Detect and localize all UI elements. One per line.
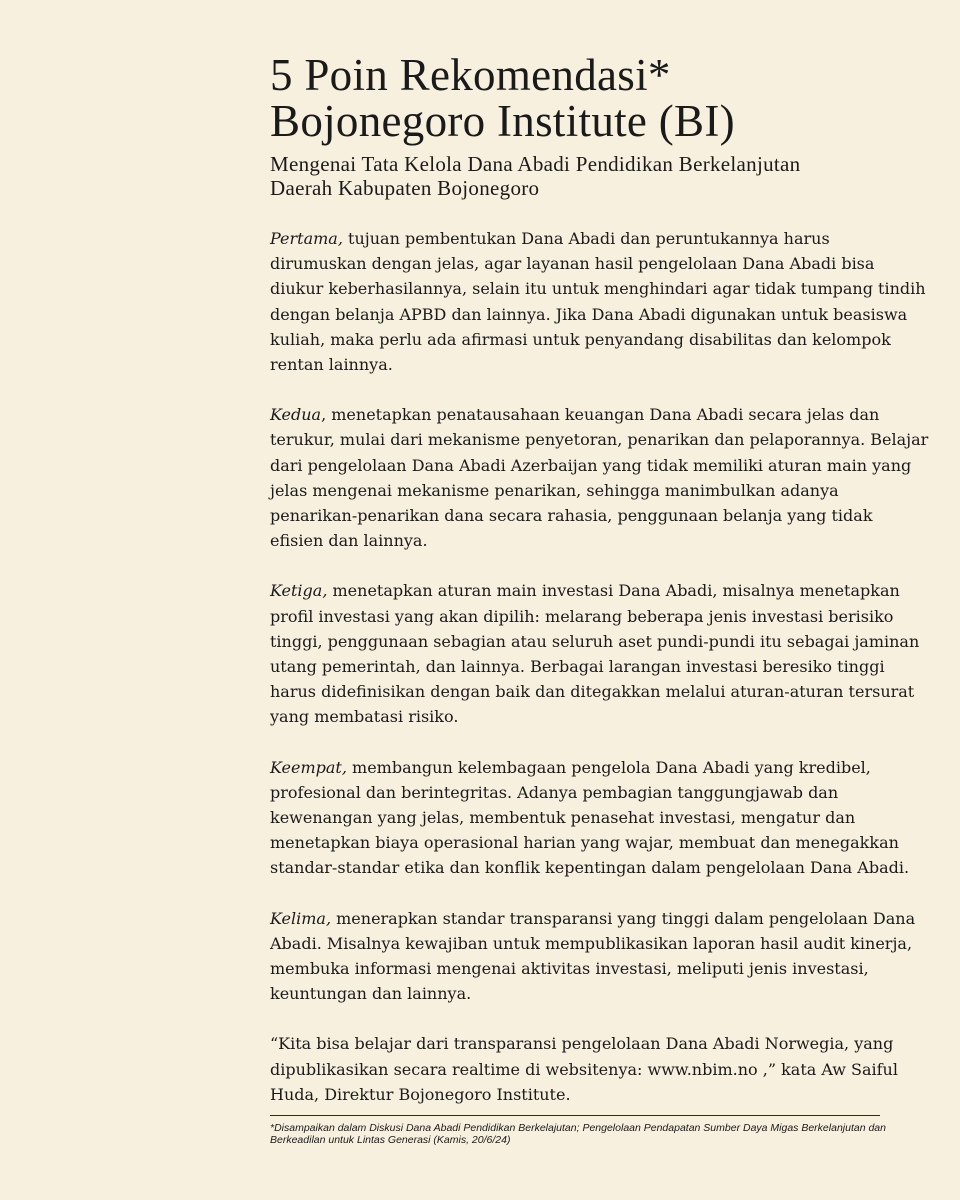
point-4-paragraph — [270, 755, 930, 881]
point-3-text: menetapkan aturan main investasi Dana Abadi, misalnya menetapkan profil investasi yang akan dipilih: melarang beberapa jenis investasi berisiko tinggi, penggunaan sebagian atau seluruh aset pundi-pundi itu sebagai jaminan utang pemerintah, dan lainnya. Berbagai larangan investasi beresiko tinggi harus didefinisikan dengan baik dan ditegakkan melalui aturan-aturan tersurat yang membatasi risiko. — [270, 581, 920, 727]
point-3-label: Ketiga, — [270, 581, 328, 601]
subtitle-line-2: Daerah Kabupaten Bojonegoro — [270, 176, 540, 200]
document-page — [270, 52, 930, 1146]
point-1-label: Pertama, — [270, 229, 343, 248]
quote-paragraph: “Kita bisa belajar dari transparansi pengelolaan Dana Abadi Norwegia, yang dipublikasikan secara realtime di websitenya: www.nbim.no ,” kata Aw Saiful Huda, Direktur Bojonegoro Institute. — [270, 1034, 898, 1104]
footnote: *Disampaikan dalam Diskusi Dana Abadi Pendidikan Berkelajutan; Pengelolaan Pendapatan Sumber Daya Migas Berkelanjutan dan Berkeadilan untuk Lintas Generasi (Kamis, 20/6/24) — [270, 1122, 886, 1147]
point-2-paragraph — [270, 402, 930, 553]
point-3-paragraph — [270, 578, 930, 729]
subtitle-line-1: Mengenai Tata Kelola Dana Abadi Pendidikan Berkelanjutan — [270, 152, 801, 176]
point-5-paragraph — [270, 906, 930, 1007]
recommendations-body — [270, 226, 930, 1146]
title-line-1: 5 Poin Rekomendasi* — [270, 50, 671, 100]
point-1-paragraph — [270, 226, 930, 377]
footnote-divider — [270, 1115, 880, 1116]
title-line-2: Bojonegoro Institute (BI) — [270, 96, 735, 146]
point-4-label: Keempat, — [270, 757, 347, 777]
point-2-label: Kedua — [270, 405, 322, 425]
point-1-text: tujuan pembentukan Dana Abadi dan peruntukannya harus dirumuskan dengan jelas, agar layanan hasil pengelolaan Dana Abadi bisa diukur keberhasilannya, selain itu untuk menghindari agar tidak tumpang tindih dengan belanja APBD dan lainnya. Jika Dana Abadi digunakan untuk beasiswa kuliah, maka perlu ada afirmasi untuk penyandang disabilitas dan kelompok rentan lainnya. — [270, 229, 926, 375]
point-5-label: Kelima, — [270, 908, 332, 928]
point-5-text: menerapkan standar transparansi yang tinggi dalam pengelolaan Dana Abadi. Misalnya kewajiban untuk mempublikasikan laporan hasil audit kinerja, membuka informasi mengenai aktivitas investasi, meliputi jenis investasi, keuntungan dan lainnya. — [270, 908, 916, 1004]
point-2-text: , menetapkan penatausahaan keuangan Dana Abadi secara jelas dan terukur, mulai dari mekanisme penyetoran, penarikan dan pelaporannya. Belajar dari pengelolaan Dana Abadi Azerbaijan yang tidak memiliki aturan main yang jelas mengenai mekanisme penarikan, sehingga manimbulkan adanya penarikan-penarikan dana secara rahasia, penggunaan belanja yang tidak efisien dan lainnya. — [270, 405, 929, 551]
subtitle — [270, 152, 930, 200]
point-4-text: membangun kelembagaan pengelola Dana Abadi yang kredibel, profesional dan berintegritas. Adanya pembagian tanggungjawab dan kewenangan yang jelas, membentuk penasehat investasi, mengatur dan menetapkan biaya operasional harian yang wajar, membuat dan menegakkan standar-standar etika dan konflik kepentingan dalam pengelolaan Dana Abadi. — [270, 757, 910, 878]
